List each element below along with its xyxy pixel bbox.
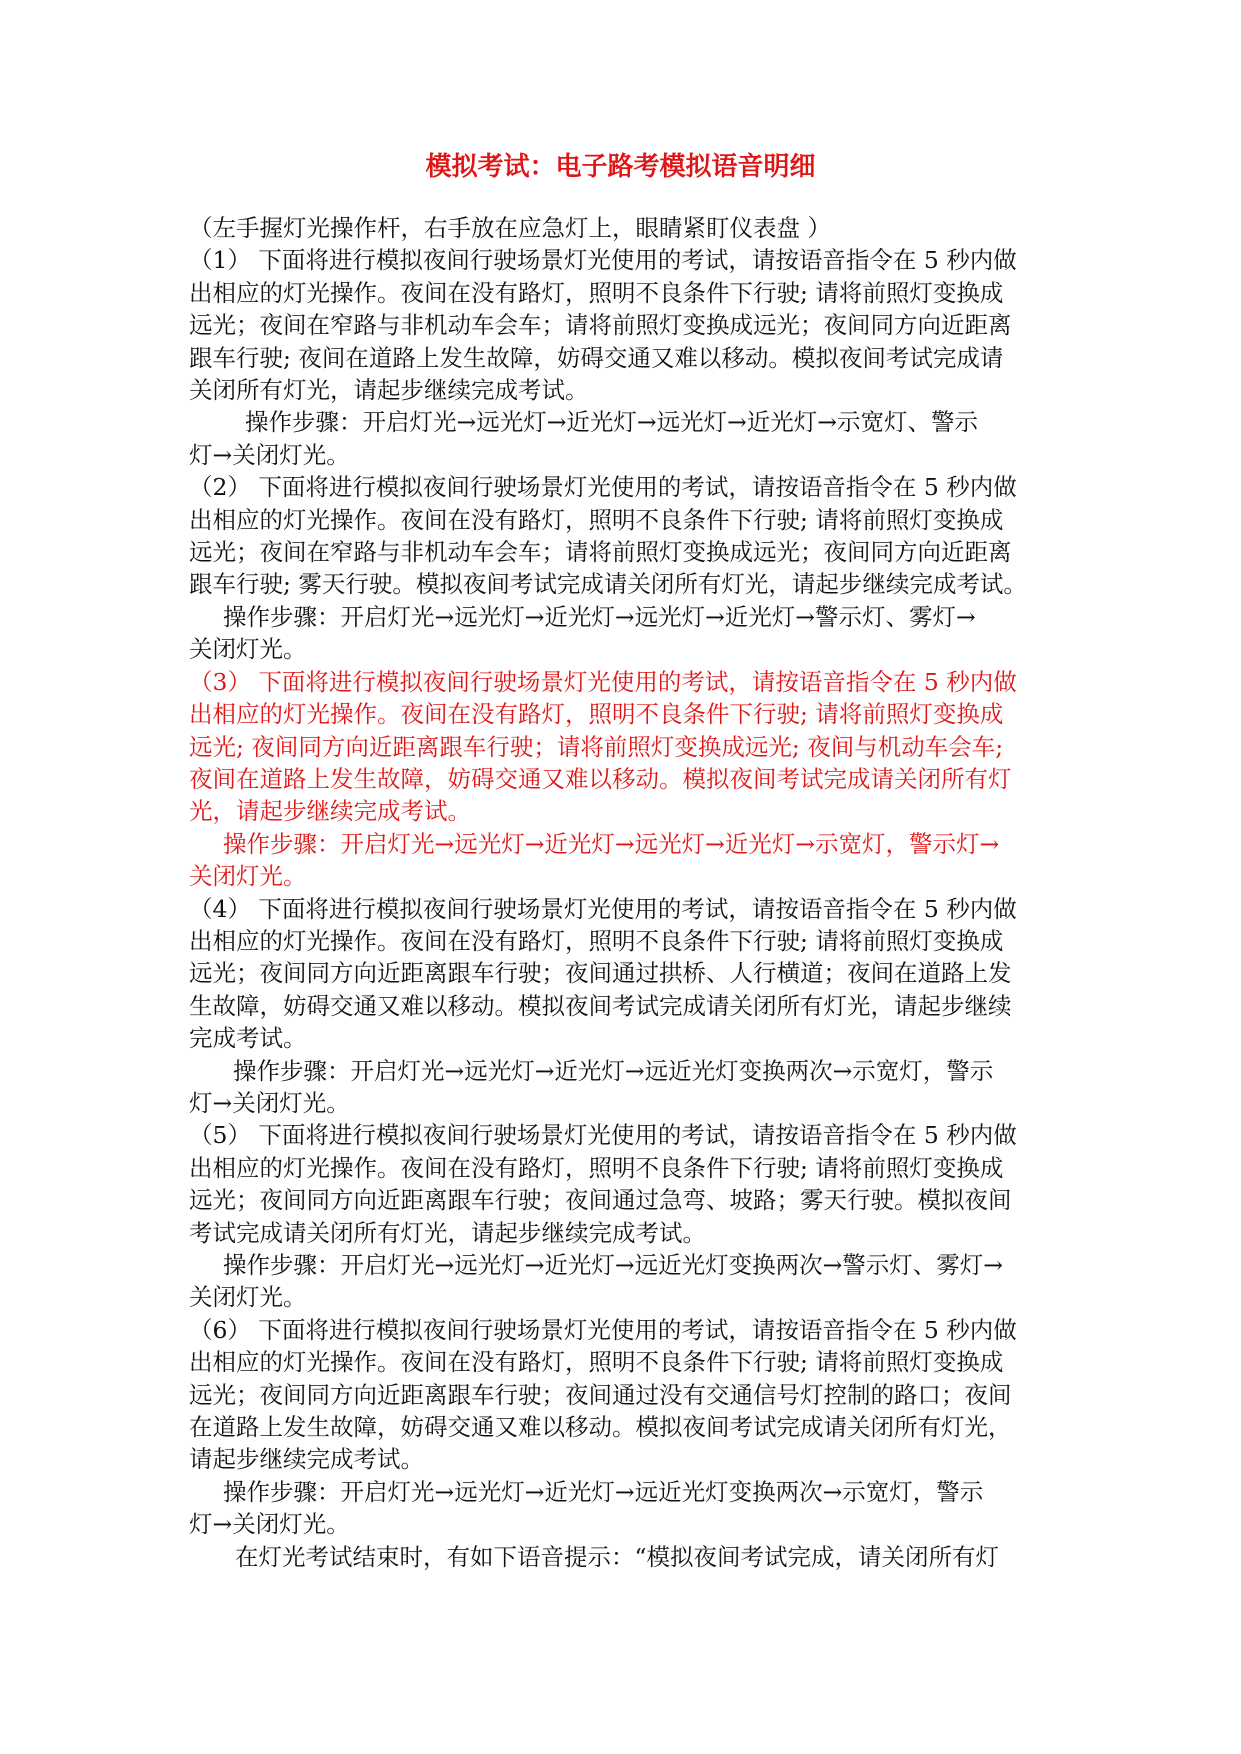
item-1-line-4: 跟车行驶; 夜间在道路上发生故障，妨碍交通又难以移动。模拟夜间考试完成请: [189, 343, 1004, 372]
document-body: [189, 212, 1059, 1573]
item-3-line-1: （3） 下面将进行模拟夜间行驶场景灯光使用的考试，请按语音指令在 5 秒内做: [189, 667, 1017, 696]
item-6-steps-2: 灯→关闭灯光。: [189, 1510, 350, 1539]
item-5-steps-2: 关闭灯光。: [189, 1283, 307, 1312]
item-5-line-1: （5） 下面将进行模拟夜间行驶场景灯光使用的考试，请按语音指令在 5 秒内做: [189, 1121, 1017, 1150]
item-2-line-2: 出相应的灯光操作。夜间在没有路灯，照明不良条件下行驶; 请将前照灯变换成: [189, 505, 1004, 534]
item-2: [189, 471, 1059, 665]
item-4-steps-1: 操作步骤：开启灯光→远光灯→近光灯→远近光灯变换两次→示宽灯，警示: [233, 1056, 994, 1085]
item-3-line-2: 出相应的灯光操作。夜间在没有路灯，照明不良条件下行驶; 请将前照灯变换成: [189, 700, 1004, 729]
item-6-line-1: （6） 下面将进行模拟夜间行驶场景灯光使用的考试，请按语音指令在 5 秒内做: [189, 1315, 1017, 1344]
item-1-steps-1: 操作步骤：开启灯光→远光灯→近光灯→远光灯→近光灯→示宽灯、警示: [245, 408, 978, 437]
item-4-line-1: （4） 下面将进行模拟夜间行驶场景灯光使用的考试，请按语音指令在 5 秒内做: [189, 894, 1017, 923]
item-5-line-4: 考试完成请关闭所有灯光，请起步继续完成考试。: [189, 1218, 706, 1247]
item-4-line-5: 完成考试。: [189, 1024, 307, 1053]
item-5-line-3: 远光；夜间同方向近距离跟车行驶；夜间通过急弯、坡路；雾天行驶。模拟夜间: [189, 1186, 1012, 1215]
item-3-steps-2: 关闭灯光。: [189, 862, 307, 891]
item-4: [189, 893, 1059, 1120]
item-3-line-3: 远光; 夜间同方向近距离跟车行驶；请将前照灯变换成远光; 夜间与机动车会车;: [189, 732, 1004, 761]
item-6-steps-1: 操作步骤：开启灯光→远光灯→近光灯→远近光灯变换两次→示宽灯，警示: [223, 1477, 984, 1506]
item-4-line-4: 生故障，妨碍交通又难以移动。模拟夜间考试完成请关闭所有灯光，请起步继续: [189, 991, 1012, 1020]
item-1: [189, 244, 1059, 471]
item-2-line-3: 远光；夜间在窄路与非机动车会车；请将前照灯变换成远光；夜间同方向近距离: [189, 538, 1012, 567]
item-5-steps-1: 操作步骤：开启灯光→远光灯→近光灯→远近光灯变换两次→警示灯、雾灯→: [223, 1251, 1003, 1279]
item-4-line-2: 出相应的灯光操作。夜间在没有路灯，照明不良条件下行驶; 请将前照灯变换成: [189, 926, 1004, 955]
item-6-line-2: 出相应的灯光操作。夜间在没有路灯，照明不良条件下行驶; 请将前照灯变换成: [189, 1348, 1004, 1377]
item-3-line-5: 光，请起步继续完成考试。: [189, 797, 471, 826]
item-1-line-1: （1） 下面将进行模拟夜间行驶场景灯光使用的考试，请按语音指令在 5 秒内做: [189, 246, 1017, 275]
item-5-line-2: 出相应的灯光操作。夜间在没有路灯，照明不良条件下行驶; 请将前照灯变换成: [189, 1153, 1004, 1182]
item-4-line-3: 远光；夜间同方向近距离跟车行驶；夜间通过拱桥、人行横道；夜间在道路上发: [189, 959, 1012, 988]
item-6-line-5: 请起步继续完成考试。: [189, 1445, 424, 1474]
intro-line: （左手握灯光操作杆，右手放在应急灯上，眼睛紧盯仪表盘 ）: [189, 214, 831, 242]
item-2-steps-2: 关闭灯光。: [189, 635, 307, 664]
item-6-line-3: 远光；夜间同方向近距离跟车行驶；夜间通过没有交通信号灯控制的路口；夜间: [189, 1380, 1012, 1409]
item-1-line-2: 出相应的灯光操作。夜间在没有路灯，照明不良条件下行驶; 请将前照灯变换成: [189, 278, 1004, 307]
item-2-line-1: （2） 下面将进行模拟夜间行驶场景灯光使用的考试，请按语音指令在 5 秒内做: [189, 473, 1017, 502]
item-3: [189, 666, 1059, 893]
item-1-line-5: 关闭所有灯光，请起步继续完成考试。: [189, 376, 589, 405]
item-2-steps-1: 操作步骤：开启灯光→远光灯→近光灯→远光灯→近光灯→警示灯、雾灯→: [223, 602, 976, 631]
item-3-line-4: 夜间在道路上发生故障，妨碍交通又难以移动。模拟夜间考试完成请关闭所有灯: [189, 764, 1012, 793]
item-6: [189, 1314, 1059, 1541]
item-3-steps-1: 操作步骤：开启灯光→远光灯→近光灯→远光灯→近光灯→示宽灯，警示灯→: [223, 829, 1000, 858]
item-6-line-4: 在道路上发生故障，妨碍交通又难以移动。模拟夜间考试完成请关闭所有灯光，: [189, 1413, 1012, 1442]
closing-line: 在灯光考试结束时，有如下语音提示：“模拟夜间考试完成，请关闭所有灯: [235, 1542, 1000, 1571]
item-4-steps-2: 灯→关闭灯光。: [189, 1088, 350, 1117]
item-5: [189, 1119, 1059, 1313]
item-1-steps-2: 灯→关闭灯光。: [189, 440, 350, 469]
item-1-line-3: 远光；夜间在窄路与非机动车会车；请将前照灯变换成远光；夜间同方向近距离: [189, 311, 1012, 340]
document-title: 模拟考试：电子路考模拟语音明细: [425, 152, 816, 182]
item-2-line-4: 跟车行驶; 雾天行驶。模拟夜间考试完成请关闭所有灯光，请起步继续完成考试。: [189, 570, 1027, 599]
